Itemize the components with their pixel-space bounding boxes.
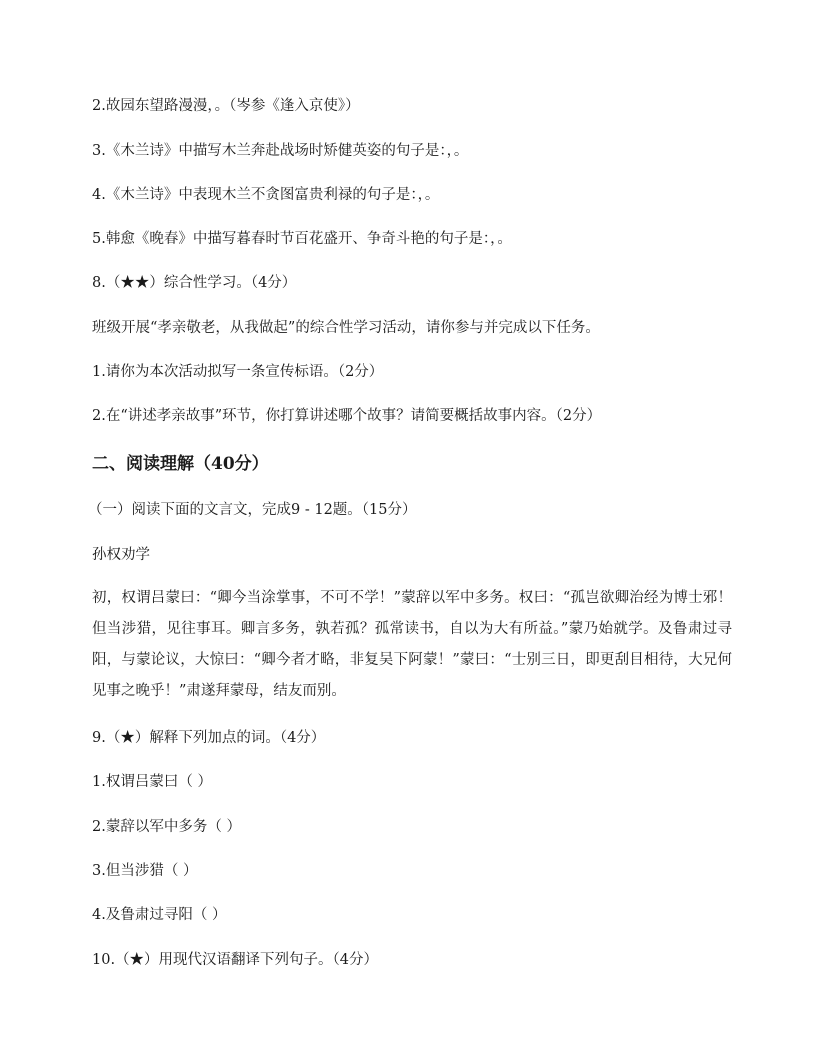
question-line-4: 4.《木兰诗》中表现木兰不贪图富贵利禄的句子是：，。 (92, 187, 440, 203)
passage-text: 初，权谓吕蒙曰：“卿今当涂掌事，不可不学！”蒙辞以军中多务。权曰：“孤岂欲卿治经为博士邪！但当涉猎，见往事耳。卿言多务，孰若孤？孤常读书，自以为大有所益。”蒙乃始就学。及鲁肃过寻阳，与蒙论议，大惊曰：“卿今者才略，非复吴下阿蒙！”蒙曰：“士别三日，即更刮目相待，大兄何见事之晚乎！”肃遂拜蒙母，结友而别。 (92, 590, 732, 699)
task-2: 2.在“讲述孝亲故事”环节，你打算讲述哪个故事？请简要概括故事内容。（2分） (92, 408, 602, 424)
q9-item-1: 1.权谓吕蒙曰（ ） (92, 774, 212, 790)
q9-item-4: 4.及鲁肃过寻阳（ ） (92, 907, 227, 923)
question-line-5: 5.韩愈《晚春》中描写暮春时节百花盛开、争奇斗艳的句子是：，。 (92, 231, 512, 247)
question-line-3: 3.《木兰诗》中描写木兰奔赴战场时矫健英姿的句子是：，。 (92, 143, 469, 159)
section-heading: 二、阅读理解（40分） (92, 454, 269, 474)
question-8-title: 8.（★★）综合性学习。（4分） (92, 275, 297, 291)
passage-title: 孙权劝学 (92, 547, 150, 563)
document-page (88, 0, 732, 1056)
poem-line-2: 2.故园东望路漫漫，。（岑参《逢入京使》） (92, 98, 360, 114)
question-9-title: 9.（★）解释下列加点的词。（4分） (92, 730, 326, 746)
question-10-title: 10.（★）用现代汉语翻译下列句子。（4分） (92, 952, 379, 968)
task-1: 1.请你为本次活动拟写一条宣传标语。（2分） (92, 364, 384, 380)
activity-description: 班级开展“孝亲敬老，从我做起”的综合性学习活动，请你参与并完成以下任务。 (92, 320, 600, 336)
q9-item-3: 3.但当涉猎（ ） (92, 863, 198, 879)
subsection-title: （一）阅读下面的文言文，完成9 - 12题。（15分） (88, 502, 417, 518)
q9-item-2: 2.蒙辞以军中多务（ ） (92, 819, 241, 835)
